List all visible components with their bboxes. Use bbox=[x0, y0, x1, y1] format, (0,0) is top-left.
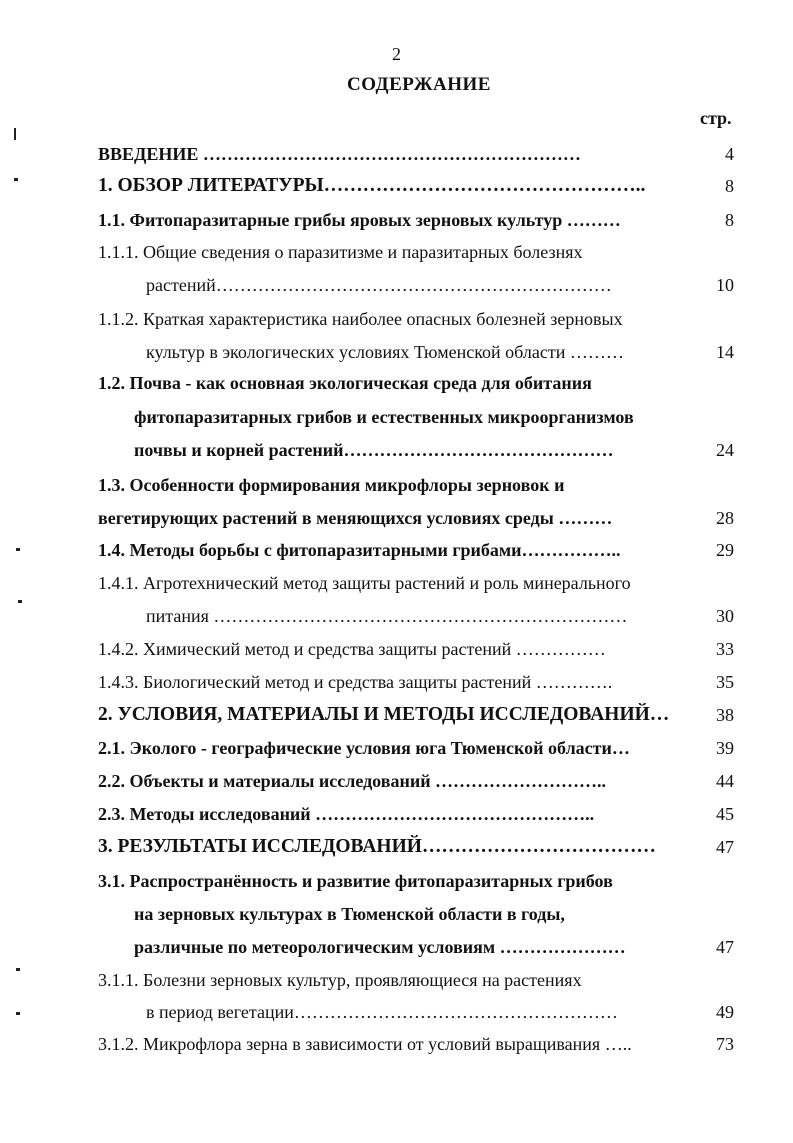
toc-page-number: 24 bbox=[716, 440, 734, 460]
toc-page-number: 47 bbox=[716, 937, 734, 957]
page-number: 2 bbox=[392, 44, 401, 64]
toc-page-number: 29 bbox=[716, 540, 734, 560]
toc-entry-line: 3.1.2. Микрофлора зерна в зависимости от условий выращивания ….. bbox=[98, 1034, 632, 1054]
toc-page-number: 39 bbox=[716, 738, 734, 758]
toc-entry-line: почвы и корней растений……………………………………… bbox=[134, 440, 614, 460]
toc-page-number: 8 bbox=[725, 210, 734, 230]
toc-entry-line: 2.1. Эколого - географические условия юга Тюменской области… bbox=[98, 738, 630, 758]
toc-page-number: 10 bbox=[716, 275, 734, 295]
toc-entry-line: 1.4.1. Агротехнический метод защиты растений и роль минерального bbox=[98, 573, 631, 593]
toc-entry-line: 1.1.2. Краткая характеристика наиболее опасных болезней зерновых bbox=[98, 309, 623, 329]
toc-entry-line: на зерновых культурах в Тюменской области в годы, bbox=[134, 904, 565, 924]
toc-entry-line: вегетирующих растений в меняющихся условиях среды ……… bbox=[98, 508, 613, 528]
toc-entry-line: 1.4.3. Биологический метод и средства защиты растений …………. bbox=[98, 672, 613, 692]
toc-entry-line: 3. РЕЗУЛЬТАТЫ ИССЛЕДОВАНИЙ……………………………… bbox=[98, 836, 656, 857]
toc-entry-line: 1.1. Фитопаразитарные грибы яровых зерновых культур ……… bbox=[98, 210, 621, 230]
toc-page-number: 33 bbox=[716, 639, 734, 659]
toc-page-number: 28 bbox=[716, 508, 734, 528]
toc-page-number: 47 bbox=[716, 837, 734, 857]
toc-entry-line: 3.1.1. Болезни зерновых культур, проявляющиеся на растениях bbox=[98, 970, 582, 990]
toc-entry-line: 1.3. Особенности формирования микрофлоры зерновок и bbox=[98, 475, 565, 495]
scan-speck bbox=[14, 178, 18, 181]
toc-entry-line: культур в экологических условиях Тюменской области ……… bbox=[146, 342, 624, 362]
toc-entry-line: ВВЕДЕНИЕ ……………………………………………………… bbox=[98, 144, 581, 164]
toc-page-number: 30 bbox=[716, 606, 734, 626]
toc-entry-line: 1.2. Почва - как основная экологическая среда для обитания bbox=[98, 373, 592, 393]
toc-entry-line: 2.2. Объекты и материалы исследований ……………………….. bbox=[98, 771, 607, 791]
toc-entry-line: различные по метеорологическим условиям ………………… bbox=[134, 937, 626, 957]
toc-entry-line: 1.1.1. Общие сведения о паразитизме и паразитарных болезнях bbox=[98, 242, 583, 262]
toc-page-number: 8 bbox=[725, 176, 734, 196]
toc-entry-line: 1.4. Методы борьбы с фитопаразитарными грибами…………….. bbox=[98, 540, 621, 560]
scan-speck bbox=[16, 968, 20, 971]
toc-page-number: 73 bbox=[716, 1034, 734, 1054]
page-column-header: стр. bbox=[700, 108, 732, 128]
page-title: СОДЕРЖАНИЕ bbox=[347, 74, 491, 95]
toc-page-number: 35 bbox=[716, 672, 734, 692]
toc-page-number: 49 bbox=[716, 1002, 734, 1022]
toc-page-number: 45 bbox=[716, 804, 734, 824]
toc-entry-line: 2. УСЛОВИЯ, МАТЕРИАЛЫ И МЕТОДЫ ИССЛЕДОВАНИЙ… bbox=[98, 704, 670, 725]
scan-speck bbox=[16, 548, 20, 551]
scan-speck bbox=[14, 128, 16, 140]
toc-entry-line: 1.4.2. Химический метод и средства защиты растений …………… bbox=[98, 639, 606, 659]
toc-page-number: 4 bbox=[725, 144, 734, 164]
scan-speck bbox=[18, 600, 22, 603]
toc-entry-line: в период вегетации……………………………………………… bbox=[146, 1002, 618, 1022]
toc-entry-line: 1. ОБЗОР ЛИТЕРАТУРЫ………………………………………….. bbox=[98, 175, 646, 196]
toc-entry-line: 2.3. Методы исследований ……………………………………….. bbox=[98, 804, 595, 824]
scan-speck bbox=[16, 1012, 20, 1015]
toc-entry-line: растений………………………………………………………… bbox=[146, 275, 612, 295]
toc-page-number: 38 bbox=[716, 705, 734, 725]
toc-entry-line: питания …………………………………………………………… bbox=[146, 606, 628, 626]
toc-entry-line: 3.1. Распространённость и развитие фитопаразитарных грибов bbox=[98, 871, 613, 891]
toc-page-number: 44 bbox=[716, 771, 734, 791]
toc-entry-line: фитопаразитарных грибов и естественных микроорганизмов bbox=[134, 407, 634, 427]
toc-page-number: 14 bbox=[716, 342, 734, 362]
